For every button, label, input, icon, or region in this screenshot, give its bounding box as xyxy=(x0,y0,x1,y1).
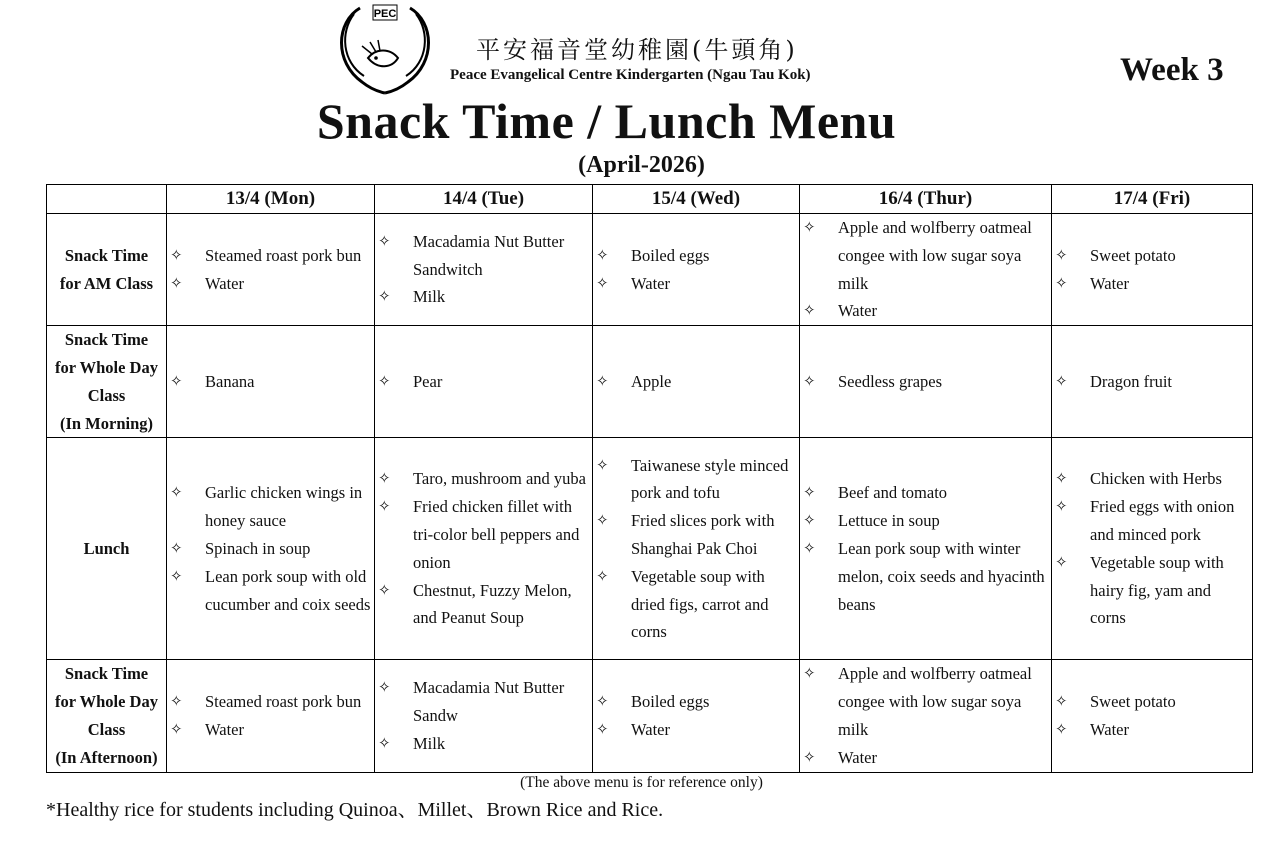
four-point-star-bullet-icon: ✧ xyxy=(596,245,609,264)
four-point-star-bullet-icon: ✧ xyxy=(596,692,609,711)
menu-item-text: Water xyxy=(631,273,670,293)
four-point-star-bullet-icon: ✧ xyxy=(803,301,816,320)
menu-item-list xyxy=(375,465,592,632)
menu-table xyxy=(46,184,1253,773)
menu-item-text: Steamed roast pork bun xyxy=(205,245,362,265)
menu-item xyxy=(593,563,799,646)
menu-cell xyxy=(375,214,593,326)
row-snack-whole-afternoon xyxy=(47,660,1253,772)
row-label-line: Lunch xyxy=(83,538,130,558)
menu-item xyxy=(593,688,799,716)
menu-cell xyxy=(800,214,1052,326)
menu-item-text: Boiled eggs xyxy=(631,245,710,265)
menu-item xyxy=(800,297,1051,325)
menu-cell xyxy=(375,660,593,772)
menu-cell xyxy=(1052,438,1253,660)
menu-item-text: Sweet potato xyxy=(1090,692,1176,712)
menu-item xyxy=(167,242,374,270)
four-point-star-bullet-icon: ✧ xyxy=(170,245,183,264)
menu-item-list xyxy=(800,660,1051,771)
menu-item-text: Lettuce in soup xyxy=(838,511,940,531)
menu-item-text: Water xyxy=(205,719,244,739)
menu-item xyxy=(1052,270,1252,298)
four-point-star-bullet-icon: ✧ xyxy=(170,566,183,585)
row-label-line: for Whole Day xyxy=(55,692,158,712)
four-point-star-bullet-icon: ✧ xyxy=(170,538,183,557)
four-point-star-bullet-icon: ✧ xyxy=(803,747,816,766)
row-snack-whole-morning xyxy=(47,326,1253,438)
menu-cell xyxy=(1052,660,1253,772)
menu-item-list xyxy=(375,674,592,757)
menu-item-list xyxy=(1052,465,1252,632)
four-point-star-bullet-icon: ✧ xyxy=(378,231,391,250)
menu-item xyxy=(593,368,799,396)
menu-item xyxy=(1052,716,1252,744)
menu-item-text: Banana xyxy=(205,371,255,391)
menu-item-text: Taiwanese style minced pork and tofu xyxy=(631,455,789,503)
menu-item xyxy=(800,214,1051,297)
menu-item-list xyxy=(167,242,374,298)
logo-text: PEC xyxy=(373,8,397,20)
menu-item xyxy=(800,368,1051,396)
menu-item-list xyxy=(375,228,592,311)
menu-item-text: Lean pork soup with winter melon, coix seeds and hyacinth beans xyxy=(838,538,1045,614)
menu-item xyxy=(167,479,374,535)
menu-item xyxy=(167,688,374,716)
menu-item-text: Water xyxy=(205,273,244,293)
menu-item-list xyxy=(167,368,374,396)
menu-item-text: Chestnut, Fuzzy Melon, and Peanut Soup xyxy=(413,580,572,628)
menu-item-text: Apple and wolfberry oatmeal congee with low sugar soya milk xyxy=(838,664,1032,739)
header-blank-cell xyxy=(47,185,167,214)
four-point-star-bullet-icon: ✧ xyxy=(170,692,183,711)
row-label-line: Snack Time xyxy=(64,664,149,684)
menu-item-text: Fried slices pork with Shanghai Pak Choi xyxy=(631,511,775,558)
menu-item xyxy=(375,730,592,758)
menu-cell xyxy=(593,214,800,326)
menu-item xyxy=(1052,242,1252,270)
four-point-star-bullet-icon: ✧ xyxy=(1055,245,1068,264)
menu-item-text: Beef and tomato xyxy=(838,483,948,503)
four-point-star-bullet-icon: ✧ xyxy=(1055,497,1068,516)
menu-cell xyxy=(167,438,375,660)
menu-item-text: Water xyxy=(631,719,670,739)
menu-item xyxy=(375,577,592,633)
row-label-line: (In Morning) xyxy=(59,413,154,433)
row-label xyxy=(47,438,167,660)
four-point-star-bullet-icon: ✧ xyxy=(170,483,183,502)
menu-item xyxy=(1052,493,1252,549)
four-point-star-bullet-icon: ✧ xyxy=(378,733,391,752)
four-point-star-bullet-icon: ✧ xyxy=(596,371,609,390)
menu-item xyxy=(375,674,592,730)
menu-item xyxy=(375,283,592,311)
four-point-star-bullet-icon: ✧ xyxy=(596,273,609,292)
day-header: 16/4 (Thur) xyxy=(800,185,1052,214)
menu-item-text: Steamed roast pork bun xyxy=(205,692,362,712)
menu-item-text: Sweet potato xyxy=(1090,245,1176,265)
four-point-star-bullet-icon: ✧ xyxy=(803,664,816,683)
menu-item xyxy=(800,535,1051,618)
menu-item xyxy=(375,228,592,284)
reference-note: (The above menu is for reference only) xyxy=(520,774,763,791)
menu-item-list xyxy=(800,368,1051,396)
page-title: Snack Time / Lunch Menu xyxy=(316,93,897,149)
menu-item xyxy=(1052,368,1252,396)
menu-item xyxy=(593,270,799,298)
school-logo xyxy=(332,2,438,96)
four-point-star-bullet-icon: ✧ xyxy=(1055,719,1068,738)
menu-item xyxy=(375,493,592,576)
menu-item-text: Boiled eggs xyxy=(631,692,710,712)
menu-item xyxy=(375,465,592,493)
menu-item-text: Water xyxy=(838,747,877,767)
menu-item-text: Apple xyxy=(631,371,672,391)
menu-item xyxy=(167,716,374,744)
menu-item xyxy=(167,563,374,619)
menu-item-list xyxy=(1052,688,1252,744)
row-label xyxy=(47,326,167,438)
four-point-star-bullet-icon: ✧ xyxy=(378,469,391,488)
four-point-star-bullet-icon: ✧ xyxy=(596,511,609,530)
day-header: 14/4 (Tue) xyxy=(375,185,593,214)
menu-item-text: Seedless grapes xyxy=(838,371,943,391)
menu-cell xyxy=(800,438,1052,660)
menu-item xyxy=(593,507,799,563)
day-header: 13/4 (Mon) xyxy=(167,185,375,214)
menu-item-text: Water xyxy=(1090,273,1129,293)
four-point-star-bullet-icon: ✧ xyxy=(1055,552,1068,571)
menu-item-text: Pear xyxy=(413,371,443,391)
row-lunch xyxy=(47,438,1253,660)
menu-item-text: Vegetable soup with dried figs, carrot and corns xyxy=(631,566,769,642)
menu-cell xyxy=(167,326,375,438)
day-header: 15/4 (Wed) xyxy=(593,185,800,214)
row-label-line: (In Afternoon) xyxy=(55,747,158,767)
footer-note: *Healthy rice for students including Quinoa、Millet、Brown Rice and Rice. xyxy=(46,799,664,821)
menu-item xyxy=(800,744,1051,772)
menu-cell xyxy=(1052,214,1253,326)
menu-item-list xyxy=(1052,242,1252,298)
menu-item-list xyxy=(375,368,592,396)
row-label-line: for Whole Day xyxy=(55,357,158,377)
week-label: Week 3 xyxy=(1120,52,1224,88)
menu-item-text: Milk xyxy=(413,733,446,753)
menu-item-text: Water xyxy=(1090,719,1129,739)
menu-item xyxy=(593,452,799,508)
four-point-star-bullet-icon: ✧ xyxy=(170,371,183,390)
four-point-star-bullet-icon: ✧ xyxy=(596,455,609,474)
menu-item-text: Chicken with Herbs xyxy=(1090,469,1222,489)
menu-item-text: Fried eggs with onion and minced pork xyxy=(1090,497,1235,545)
menu-item-list xyxy=(167,479,374,618)
menu-item xyxy=(593,242,799,270)
menu-item xyxy=(800,479,1051,507)
menu-item-list xyxy=(167,688,374,744)
row-label-line: Snack Time xyxy=(64,330,149,350)
menu-item xyxy=(800,507,1051,535)
table-header-row xyxy=(47,185,1253,214)
menu-item xyxy=(800,660,1051,743)
row-snack-am xyxy=(47,214,1253,326)
menu-item-list xyxy=(800,479,1051,618)
four-point-star-bullet-icon: ✧ xyxy=(1055,371,1068,390)
menu-item-list xyxy=(593,242,799,298)
menu-item xyxy=(1052,688,1252,716)
four-point-star-bullet-icon: ✧ xyxy=(803,218,816,236)
four-point-star-bullet-icon: ✧ xyxy=(170,273,183,292)
menu-cell xyxy=(167,214,375,326)
menu-cell xyxy=(800,660,1052,772)
menu-item-text: Lean pork soup with old cucumber and coix seeds xyxy=(205,566,371,614)
menu-cell xyxy=(167,660,375,772)
menu-item-text: Water xyxy=(838,301,877,321)
menu-item xyxy=(167,270,374,298)
menu-cell xyxy=(593,660,800,772)
menu-item-list xyxy=(593,688,799,744)
menu-item-text: Macadamia Nut Butter Sandwitch xyxy=(413,231,565,279)
four-point-star-bullet-icon: ✧ xyxy=(1055,273,1068,292)
menu-item-list xyxy=(593,368,799,396)
row-label-line: for AM Class xyxy=(59,273,154,293)
four-point-star-bullet-icon: ✧ xyxy=(378,580,391,599)
menu-cell xyxy=(593,326,800,438)
menu-item xyxy=(375,368,592,396)
menu-item xyxy=(1052,549,1252,632)
four-point-star-bullet-icon: ✧ xyxy=(1055,692,1068,711)
four-point-star-bullet-icon: ✧ xyxy=(378,371,391,390)
four-point-star-bullet-icon: ✧ xyxy=(596,566,609,585)
four-point-star-bullet-icon: ✧ xyxy=(378,678,391,697)
four-point-star-bullet-icon: ✧ xyxy=(596,719,609,738)
menu-item xyxy=(167,535,374,563)
page-subtitle: (April-2026) xyxy=(578,152,705,178)
four-point-star-bullet-icon: ✧ xyxy=(378,497,391,516)
row-label-line: Class xyxy=(87,719,126,739)
school-name-chinese: 平安福音堂幼稚園(牛頭角) xyxy=(476,36,798,64)
four-point-star-bullet-icon: ✧ xyxy=(803,511,816,530)
menu-item-list xyxy=(593,452,799,647)
menu-item-list xyxy=(1052,368,1252,396)
menu-item-text: Vegetable soup with hairy fig, yam and corns xyxy=(1090,552,1224,628)
school-name-english: Peace Evangelical Centre Kindergarten (Ngau Tau Kok) xyxy=(450,67,811,83)
day-header: 17/4 (Fri) xyxy=(1052,185,1253,214)
menu-item-text: Fried chicken fillet with tri-color bell peppers and onion xyxy=(413,497,580,572)
menu-item xyxy=(1052,465,1252,493)
menu-item-list xyxy=(800,214,1051,325)
menu-item-text: Apple and wolfberry oatmeal congee with low sugar soya milk xyxy=(838,218,1032,293)
four-point-star-bullet-icon: ✧ xyxy=(803,483,816,502)
menu-item-text: Garlic chicken wings in honey sauce xyxy=(205,483,363,531)
menu-cell xyxy=(593,438,800,660)
menu-cell xyxy=(375,438,593,660)
menu-item xyxy=(167,368,374,396)
menu-item-text: Spinach in soup xyxy=(205,538,311,558)
menu-cell xyxy=(375,326,593,438)
four-point-star-bullet-icon: ✧ xyxy=(378,287,391,306)
menu-item-text: Taro, mushroom and yuba xyxy=(413,469,586,489)
four-point-star-bullet-icon: ✧ xyxy=(803,538,816,557)
menu-item-text: Dragon fruit xyxy=(1090,371,1173,391)
menu-item xyxy=(593,716,799,744)
row-label xyxy=(47,214,167,326)
row-label xyxy=(47,660,167,772)
four-point-star-bullet-icon: ✧ xyxy=(803,371,816,390)
four-point-star-bullet-icon: ✧ xyxy=(1055,469,1068,488)
menu-cell xyxy=(800,326,1052,438)
menu-cell xyxy=(1052,326,1253,438)
four-point-star-bullet-icon: ✧ xyxy=(170,719,183,738)
menu-item-text: Milk xyxy=(413,287,446,307)
menu-item-text: Macadamia Nut Butter Sandw xyxy=(413,678,565,726)
row-label-line: Class xyxy=(87,385,126,405)
row-label-line: Snack Time xyxy=(64,245,149,265)
